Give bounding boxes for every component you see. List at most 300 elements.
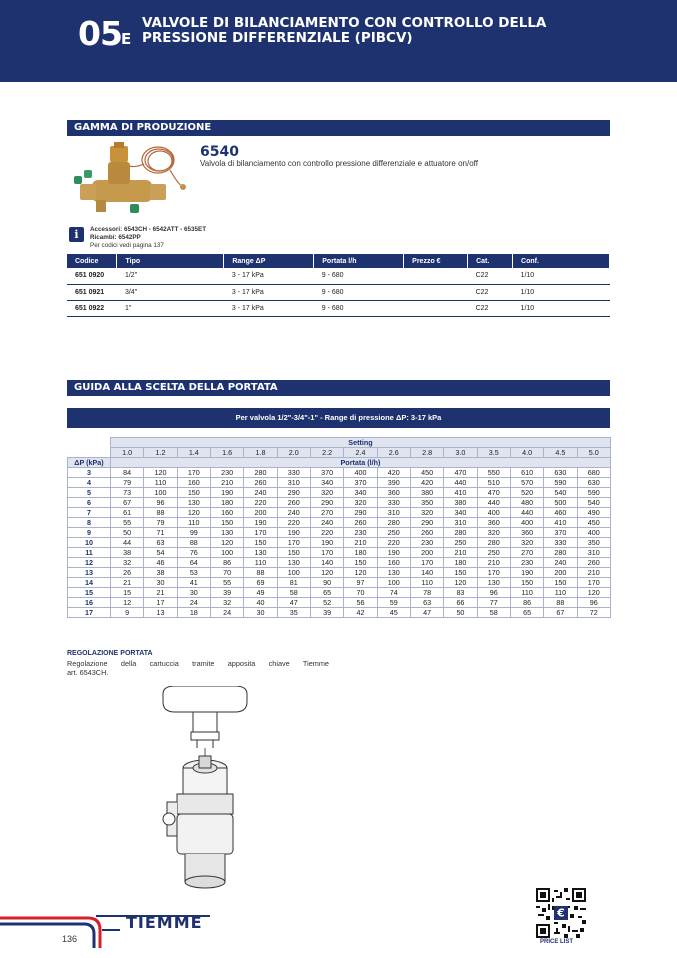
flow-cell: 520: [510, 488, 543, 498]
regulation-title: REGOLAZIONE PORTATA: [67, 650, 153, 657]
flow-cell: 210: [344, 538, 377, 548]
flow-cell: 330: [544, 538, 577, 548]
flow-cell: 150: [344, 558, 377, 568]
flow-cell: 190: [310, 538, 343, 548]
flow-setting-value: 2.8: [410, 448, 443, 458]
flow-cell: 360: [377, 488, 410, 498]
flow-cell: 72: [577, 608, 610, 618]
flow-cell: 190: [377, 548, 410, 558]
product-description: Valvola di bilanciamento con controllo pressione differenziale e attuatore on/off: [200, 159, 478, 168]
flow-cell: 190: [210, 488, 243, 498]
flow-cell: 47: [277, 598, 310, 608]
chapter-number: 05: [78, 14, 122, 53]
flow-dp-value: 9: [68, 528, 111, 538]
flow-cell: 86: [510, 598, 543, 608]
flow-cell: 440: [444, 478, 477, 488]
brand-name: TIEMME: [126, 913, 203, 932]
flow-cell: 130: [244, 548, 277, 558]
flow-cell: 210: [210, 478, 243, 488]
table-row: [68, 548, 611, 558]
col-header-flow: Portata l/h: [314, 254, 404, 268]
product-table: [67, 254, 610, 317]
flow-cell: 190: [244, 518, 277, 528]
price-list-label: PRICE LIST: [540, 939, 574, 945]
flow-cell: 240: [310, 518, 343, 528]
flow-cell: 150: [177, 488, 210, 498]
flow-cell: 39: [210, 588, 243, 598]
flow-cell: 270: [310, 508, 343, 518]
flow-settings-row: [68, 448, 611, 458]
flow-cell: 240: [277, 508, 310, 518]
table-row: [68, 598, 611, 608]
cell-price: [404, 300, 468, 316]
flow-cell: 67: [544, 608, 577, 618]
flow-cell: 490: [577, 508, 610, 518]
codes-ref-line: Per codici vedi pagina 137: [90, 241, 164, 249]
flow-cell: 290: [310, 498, 343, 508]
flow-cell: 88: [544, 598, 577, 608]
flow-cell: 680: [577, 468, 610, 478]
cell-code: 651 0922: [67, 300, 117, 316]
flow-setting-value: 1.8: [244, 448, 277, 458]
table-row: [68, 558, 611, 568]
flow-units-row: [68, 458, 611, 468]
flow-cell: 540: [544, 488, 577, 498]
flow-cell: 45: [377, 608, 410, 618]
table-row: [67, 284, 610, 300]
flow-dp-value: 10: [68, 538, 111, 548]
flow-cell: 150: [510, 578, 543, 588]
section-title-flow-guide: GUIDA ALLA SCELTA DELLA PORTATA: [67, 380, 610, 396]
flow-cell: 180: [210, 498, 243, 508]
svg-text:€: €: [557, 906, 565, 920]
flow-cell: 210: [477, 558, 510, 568]
flow-setting-value: 4.5: [544, 448, 577, 458]
flow-cell: 77: [477, 598, 510, 608]
col-header-cat: Cat.: [468, 254, 513, 268]
flow-cell: 81: [277, 578, 310, 588]
flow-setting-value: 2.6: [377, 448, 410, 458]
table-row: [68, 538, 611, 548]
table-row: [67, 268, 610, 284]
flow-cell: 320: [310, 488, 343, 498]
flow-cell: 440: [477, 498, 510, 508]
flow-dp-value: 7: [68, 508, 111, 518]
flow-setting-value: 3.5: [477, 448, 510, 458]
page-header: [0, 0, 677, 82]
flow-cell: 330: [377, 498, 410, 508]
cell-code: 651 0920: [67, 268, 117, 284]
flow-setting-label: Setting: [111, 438, 611, 448]
flow-cell: 450: [577, 518, 610, 528]
flow-cell: 120: [310, 568, 343, 578]
flow-cell: 330: [277, 468, 310, 478]
flow-cell: 110: [510, 588, 543, 598]
table-row: [68, 468, 611, 478]
flow-cell: 280: [244, 468, 277, 478]
flow-cell: 100: [144, 488, 177, 498]
flow-cell: 270: [510, 548, 543, 558]
col-header-conf: Conf.: [513, 254, 610, 268]
flow-cell: 110: [244, 558, 277, 568]
flow-cell: 260: [244, 478, 277, 488]
flow-cell: 30: [177, 588, 210, 598]
flow-cell: 69: [244, 578, 277, 588]
flow-cell: 58: [277, 588, 310, 598]
flow-cell: 130: [377, 568, 410, 578]
flow-cell: 83: [444, 588, 477, 598]
flow-cell: 96: [144, 498, 177, 508]
regulation-key-illustration: [155, 686, 255, 896]
cell-cat: C22: [468, 268, 513, 284]
flow-cell: 35: [277, 608, 310, 618]
flow-cell: 41: [177, 578, 210, 588]
flow-cell: 380: [410, 488, 443, 498]
page-title-line-2: PRESSIONE DIFFERENZIALE (PIBCV): [142, 30, 413, 46]
flow-cell: 38: [144, 568, 177, 578]
flow-corner-blank: [68, 438, 111, 448]
flow-cell: 160: [177, 478, 210, 488]
flow-cell: 96: [577, 598, 610, 608]
table-row: [68, 578, 611, 588]
flow-cell: 88: [244, 568, 277, 578]
flow-cell: 230: [510, 558, 543, 568]
flow-cell: 70: [210, 568, 243, 578]
flow-cell: 120: [210, 538, 243, 548]
flow-cell: 280: [444, 528, 477, 538]
cell-range: 3 - 17 kPa: [224, 284, 314, 300]
flow-dp-label: ΔP (kPa): [68, 458, 111, 468]
flow-cell: 61: [111, 508, 144, 518]
cell-type: 1": [117, 300, 224, 316]
flow-cell: 240: [244, 488, 277, 498]
flow-cell: 540: [577, 498, 610, 508]
flow-cell: 370: [310, 468, 343, 478]
flow-cell: 140: [410, 568, 443, 578]
flow-cell: 590: [544, 478, 577, 488]
flow-cell: 66: [444, 598, 477, 608]
flow-cell: 630: [544, 468, 577, 478]
col-header-price: Prezzo €: [404, 254, 468, 268]
flow-cell: 360: [477, 518, 510, 528]
flow-cell: 79: [111, 478, 144, 488]
flow-cell: 480: [510, 498, 543, 508]
flow-dp-value: 5: [68, 488, 111, 498]
flow-cell: 32: [111, 558, 144, 568]
flow-cell: 370: [344, 478, 377, 488]
flow-setting-label-row: [68, 438, 611, 448]
cell-type: 1/2": [117, 268, 224, 284]
flow-cell: 180: [344, 548, 377, 558]
flow-cell: 320: [410, 508, 443, 518]
flow-cell: 88: [177, 538, 210, 548]
cell-conf: 1/10: [513, 300, 610, 316]
table-row: [68, 508, 611, 518]
flow-cell: 220: [277, 518, 310, 528]
table-row: [68, 588, 611, 598]
flow-cell: 260: [344, 518, 377, 528]
flow-cell: 340: [344, 488, 377, 498]
flow-cell: 67: [111, 498, 144, 508]
cell-type: 3/4": [117, 284, 224, 300]
flow-dp-value: 13: [68, 568, 111, 578]
page-number: 136: [62, 934, 78, 944]
flow-cell: 350: [410, 498, 443, 508]
flow-cell: 370: [544, 528, 577, 538]
flow-cell: 200: [244, 508, 277, 518]
flow-cell: 200: [410, 548, 443, 558]
flow-cell: 170: [277, 538, 310, 548]
flow-table: [67, 437, 611, 618]
flow-cell: 170: [310, 548, 343, 558]
flow-cell: 630: [577, 478, 610, 488]
flow-cell: 52: [310, 598, 343, 608]
col-header-range: Range ΔP: [224, 254, 314, 268]
flow-cell: 460: [544, 508, 577, 518]
flow-cell: 100: [377, 578, 410, 588]
flow-cell: 350: [577, 538, 610, 548]
flow-cell: 280: [377, 518, 410, 528]
flow-setting-value: 2.2: [310, 448, 343, 458]
flow-cell: 470: [477, 488, 510, 498]
flow-cell: 450: [410, 468, 443, 478]
flow-cell: 340: [444, 508, 477, 518]
flow-cell: 65: [510, 608, 543, 618]
flow-cell: 65: [310, 588, 343, 598]
flow-cell: 310: [444, 518, 477, 528]
flow-cell: 190: [510, 568, 543, 578]
product-table-header: [67, 254, 610, 268]
table-row: [68, 488, 611, 498]
flow-cell: 110: [544, 588, 577, 598]
cell-price: [404, 284, 468, 300]
flow-cell: 150: [210, 518, 243, 528]
table-row: [67, 300, 610, 316]
flow-cell: 70: [344, 588, 377, 598]
flow-cell: 96: [477, 588, 510, 598]
cell-range: 3 - 17 kPa: [224, 300, 314, 316]
flow-cell: 170: [577, 578, 610, 588]
flow-cell: 78: [410, 588, 443, 598]
flow-cell: 280: [544, 548, 577, 558]
cell-code: 651 0921: [67, 284, 117, 300]
flow-cell: 120: [444, 578, 477, 588]
flow-cell: 360: [510, 528, 543, 538]
flow-cell: 310: [377, 508, 410, 518]
flow-cell: 220: [377, 538, 410, 548]
flow-cell: 150: [277, 548, 310, 558]
flow-cell: 30: [244, 608, 277, 618]
flow-setting-value: 3.0: [444, 448, 477, 458]
flow-cell: 400: [577, 528, 610, 538]
flow-cell: 32: [210, 598, 243, 608]
flow-cell: 170: [244, 528, 277, 538]
cell-flow: 9 - 680: [314, 284, 404, 300]
flow-cell: 220: [244, 498, 277, 508]
flow-cell: 71: [144, 528, 177, 538]
flow-cell: 420: [377, 468, 410, 478]
table-row: [68, 478, 611, 488]
flow-setting-value: 2.0: [277, 448, 310, 458]
flow-cell: 55: [210, 578, 243, 588]
flow-cell: 170: [477, 568, 510, 578]
flow-flow-label: Portata (l/h): [111, 458, 611, 468]
flow-cell: 74: [377, 588, 410, 598]
flow-cell: 590: [577, 488, 610, 498]
flow-cell: 160: [377, 558, 410, 568]
flow-dp-value: 11: [68, 548, 111, 558]
flow-cell: 63: [410, 598, 443, 608]
qr-code-icon[interactable]: [536, 888, 586, 938]
flow-cell: 53: [177, 568, 210, 578]
flow-cell: 170: [177, 468, 210, 478]
flow-cell: 610: [510, 468, 543, 478]
flow-cell: 17: [144, 598, 177, 608]
flow-cell: 440: [510, 508, 543, 518]
flow-cell: 230: [210, 468, 243, 478]
flow-dp-value: 3: [68, 468, 111, 478]
flow-cell: 130: [277, 558, 310, 568]
flow-setting-value: 5.0: [577, 448, 610, 458]
flow-cell: 550: [477, 468, 510, 478]
flow-cell: 180: [444, 558, 477, 568]
flow-cell: 21: [144, 588, 177, 598]
flow-cell: 290: [344, 508, 377, 518]
flow-cell: 46: [144, 558, 177, 568]
flow-cell: 500: [544, 498, 577, 508]
flow-cell: 140: [310, 558, 343, 568]
flow-cell: 120: [177, 508, 210, 518]
flow-cell: 400: [477, 508, 510, 518]
flow-cell: 420: [410, 478, 443, 488]
flow-dp-value: 14: [68, 578, 111, 588]
flow-cell: 40: [244, 598, 277, 608]
cell-cat: C22: [468, 300, 513, 316]
flow-cell: 250: [444, 538, 477, 548]
flow-cell: 24: [177, 598, 210, 608]
flow-cell: 76: [177, 548, 210, 558]
flow-dp-value: 4: [68, 478, 111, 488]
flow-cell: 250: [477, 548, 510, 558]
flow-setting-value: 4.0: [510, 448, 543, 458]
accessories-line: Accessori: 6543CH - 6542ATT - 6535ET: [90, 226, 207, 233]
flow-cell: 340: [310, 478, 343, 488]
flow-cell: 290: [410, 518, 443, 528]
flow-cell: 18: [177, 608, 210, 618]
regulation-text-line-1: Regolazione della cartuccia tramite apposita chiave Tiemme: [67, 659, 329, 668]
flow-cell: 410: [444, 488, 477, 498]
flow-dp-value: 16: [68, 598, 111, 608]
flow-cell: 64: [177, 558, 210, 568]
flow-cell: 190: [277, 528, 310, 538]
valve-product-image: [70, 140, 190, 225]
flow-cell: 130: [210, 528, 243, 538]
flow-table-subtitle: Per valvola 1/2"-3/4"-1" - Range di pressione ΔP: 3-17 kPa: [67, 408, 610, 428]
flow-cell: 260: [277, 498, 310, 508]
flow-cell: 86: [210, 558, 243, 568]
flow-cell: 110: [177, 518, 210, 528]
flow-cell: 63: [144, 538, 177, 548]
chapter-letter: E: [121, 30, 132, 48]
flow-cell: 160: [210, 508, 243, 518]
table-row: [68, 518, 611, 528]
flow-cell: 570: [510, 478, 543, 488]
flow-cell: 39: [310, 608, 343, 618]
flow-cell: 150: [544, 578, 577, 588]
flow-cell: 13: [144, 608, 177, 618]
flow-cell: 260: [577, 558, 610, 568]
flow-setting-value: 1.6: [210, 448, 243, 458]
flow-cell: 470: [444, 468, 477, 478]
flow-dp-value: 15: [68, 588, 111, 598]
flow-cell: 150: [244, 538, 277, 548]
flow-cell: 47: [410, 608, 443, 618]
flow-cell: 100: [277, 568, 310, 578]
flow-cell: 110: [144, 478, 177, 488]
flow-cell: 30: [144, 578, 177, 588]
spares-line: Ricambi: 6542PP: [90, 233, 141, 241]
flow-cell: 210: [577, 568, 610, 578]
flow-cell: 290: [277, 488, 310, 498]
table-row: [68, 608, 611, 618]
regulation-text-line-2: art. 6543CH.: [67, 668, 109, 677]
flow-cell: 97: [344, 578, 377, 588]
col-header-type: Tipo: [117, 254, 224, 268]
flow-cell: 73: [111, 488, 144, 498]
flow-cell: 88: [144, 508, 177, 518]
flow-cell: 230: [344, 528, 377, 538]
flow-cell: 21: [111, 578, 144, 588]
flow-cell: 280: [477, 538, 510, 548]
flow-setting-value: 1.4: [177, 448, 210, 458]
flow-cell: 130: [177, 498, 210, 508]
flow-cell: 38: [111, 548, 144, 558]
flow-cell: 100: [210, 548, 243, 558]
flow-cell: 210: [444, 548, 477, 558]
flow-cell: 58: [477, 608, 510, 618]
flow-cell: 99: [177, 528, 210, 538]
flow-cell: 55: [111, 518, 144, 528]
section-title-production: GAMMA DI PRODUZIONE: [67, 120, 610, 136]
cell-price: [404, 268, 468, 284]
flow-cell: 26: [111, 568, 144, 578]
table-row: [68, 498, 611, 508]
flow-cell: 110: [410, 578, 443, 588]
flow-cell: 49: [244, 588, 277, 598]
flow-cell: 120: [577, 588, 610, 598]
flow-cell: 310: [577, 548, 610, 558]
flow-cell: 220: [310, 528, 343, 538]
flow-cell: 120: [144, 468, 177, 478]
flow-cell: 410: [544, 518, 577, 528]
table-row: [68, 568, 611, 578]
flow-cell: 320: [477, 528, 510, 538]
flow-setting-value: 2.4: [344, 448, 377, 458]
flow-cell: 120: [344, 568, 377, 578]
flow-cell: 200: [544, 568, 577, 578]
cell-conf: 1/10: [513, 284, 610, 300]
flow-cell: 380: [444, 498, 477, 508]
info-icon: i: [69, 227, 84, 242]
flow-setting-value: 1.2: [144, 448, 177, 458]
flow-cell: 390: [377, 478, 410, 488]
flow-cell: 56: [344, 598, 377, 608]
flow-cell: 59: [377, 598, 410, 608]
flow-setting-value: 1.0: [111, 448, 144, 458]
cell-range: 3 - 17 kPa: [224, 268, 314, 284]
flow-cell: 50: [444, 608, 477, 618]
page-title-line-1: VALVOLE DI BILANCIAMENTO CON CONTROLLO DELLA: [142, 15, 547, 31]
